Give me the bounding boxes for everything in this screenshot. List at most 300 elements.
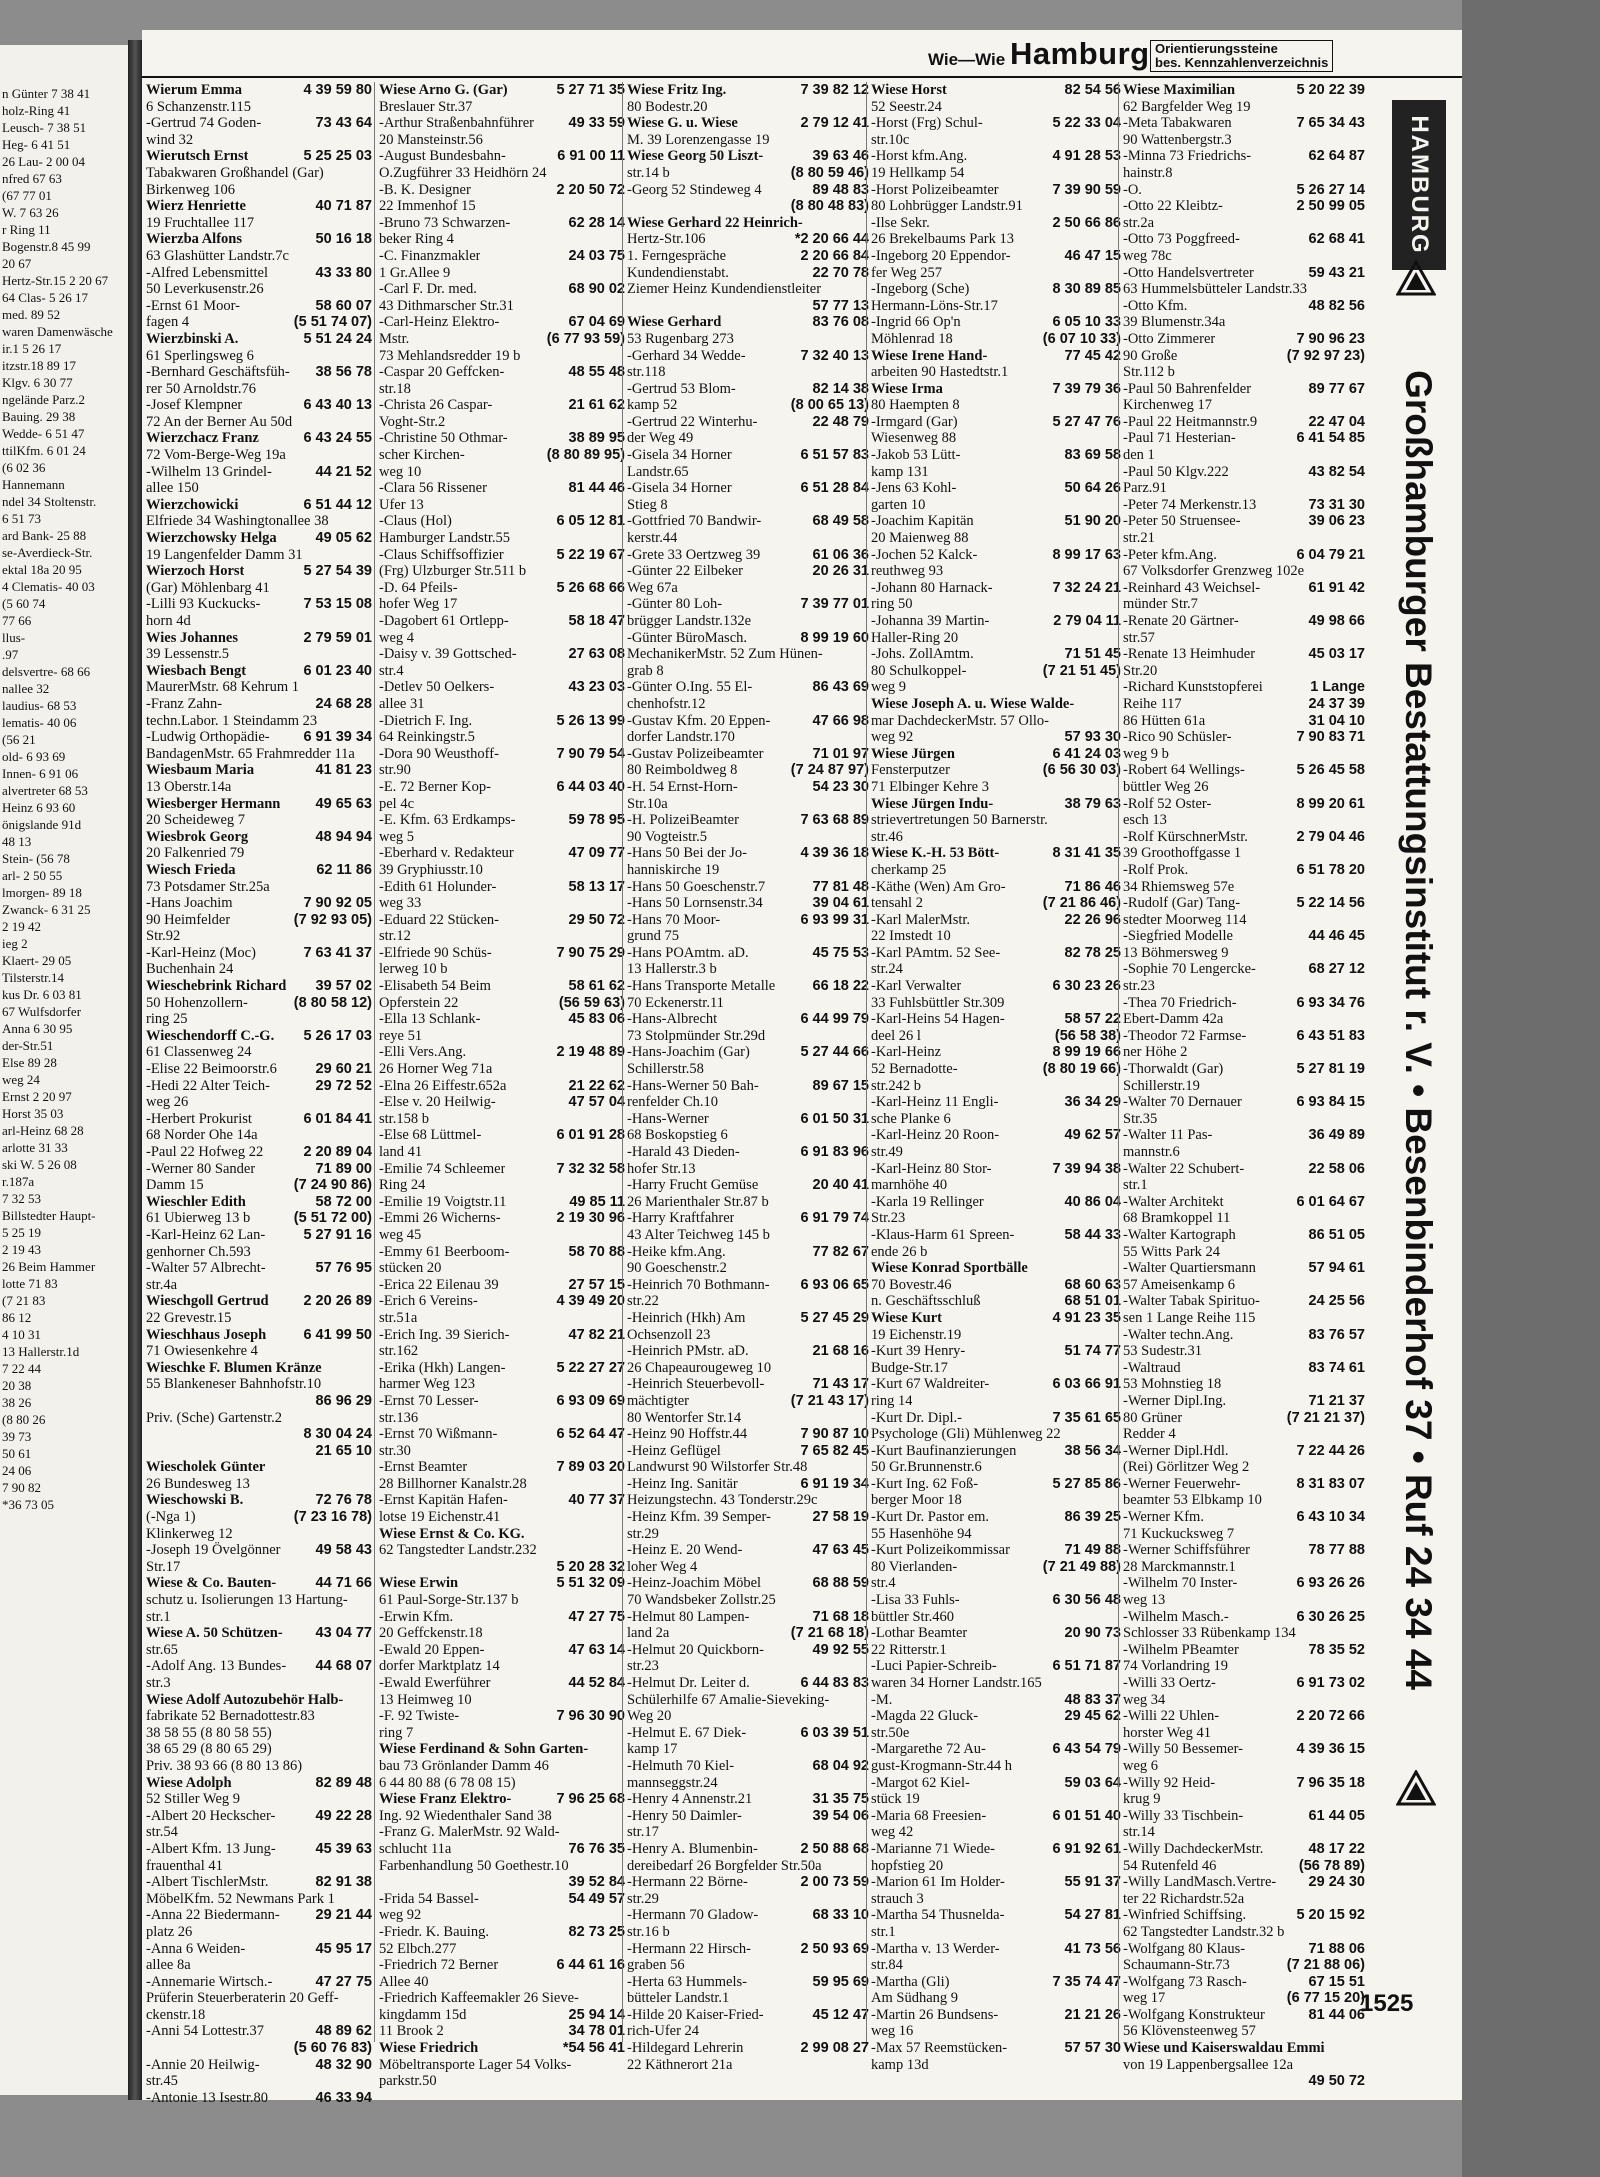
phone-number bbox=[368, 480, 372, 497]
listing-entry bbox=[627, 182, 869, 199]
listing-entry bbox=[871, 995, 1121, 1012]
phone-number: 6 30 23 26 bbox=[1052, 978, 1121, 995]
listing-entry bbox=[1123, 530, 1365, 547]
listing-entry bbox=[1123, 397, 1365, 414]
listing-entry bbox=[1123, 1559, 1365, 1576]
phone-number bbox=[621, 2073, 625, 2090]
listing-entry bbox=[379, 381, 625, 398]
adjacent-page-line: Ernst 2 20 97 bbox=[2, 1089, 72, 1104]
listing-entry-text: 55 Hasenhöhe 94 bbox=[871, 1525, 972, 1542]
listing-entry-text: renfelder Ch.10 bbox=[627, 1094, 718, 1111]
listing-entry bbox=[379, 348, 625, 365]
phone-number: 2 79 12 41 bbox=[800, 115, 869, 132]
adjacent-page-fragment bbox=[0, 45, 128, 2095]
phone-number bbox=[368, 2007, 372, 2024]
listing-entry-text: -Heinz 90 Hoffstr.44 bbox=[627, 1426, 748, 1443]
listing-entry bbox=[627, 1907, 869, 1924]
listing-entry bbox=[1123, 215, 1365, 232]
listing-entry bbox=[1123, 1708, 1365, 1725]
listing-entry bbox=[379, 1393, 625, 1410]
listing-entry-text: -Heinz Kfm. 39 Semper- bbox=[627, 1509, 771, 1526]
phone-number: 45 12 47 bbox=[812, 2006, 869, 2023]
listing-entry-text: -Ernst 61 Moor- bbox=[146, 297, 240, 314]
phone-number: 8 31 41 35 bbox=[1052, 845, 1121, 862]
listing-entry-text: schutz u. Isolierungen 13 Hartung- bbox=[146, 1592, 348, 1609]
listing-entry-text: -Lilli 93 Kuckucks- bbox=[146, 596, 261, 613]
phone-number: 2 50 88 68 bbox=[800, 1840, 869, 1857]
phone-number: 54 23 30 bbox=[812, 778, 869, 795]
listing-entry-text: 68 Boskopstieg 6 bbox=[627, 1127, 728, 1144]
phone-number: 4 39 59 80 bbox=[303, 82, 372, 98]
phone-number: 6 30 56 48 bbox=[1052, 1592, 1121, 1609]
listing-entry bbox=[146, 1011, 372, 1028]
phone-number: 71 68 18 bbox=[812, 1608, 869, 1625]
listing-entry bbox=[379, 1144, 625, 1161]
listing-entry bbox=[627, 198, 869, 215]
listing-entry-text: 22 Käthnerort 21a bbox=[627, 2056, 733, 2073]
phone-number: 8 30 89 85 bbox=[1052, 281, 1121, 298]
phone-number: (7 21 86 46) bbox=[1042, 895, 1121, 912]
listing-entry-text: 13 Heimweg 10 bbox=[379, 1691, 472, 1708]
listing-entry-text: str.2a bbox=[1123, 214, 1155, 231]
listing-entry-text: rich-Ufer 24 bbox=[627, 2023, 700, 2040]
phone-number: 71 89 00 bbox=[315, 1160, 372, 1177]
listing-entry-text: büttler Str.460 bbox=[871, 1608, 954, 1625]
listing-entry-text: 1. Ferngespräche bbox=[627, 247, 727, 264]
listing-entry bbox=[379, 1874, 625, 1891]
phone-number: 39 63 46 bbox=[812, 148, 869, 165]
phone-number: 7 63 41 37 bbox=[303, 944, 372, 961]
listing-entry-text: Wiese Joseph A. u. Wiese Walde- bbox=[871, 695, 1075, 712]
listing-entry bbox=[379, 1277, 625, 1294]
listing-entry-text: str.18 bbox=[379, 380, 411, 397]
phone-number: (5 60 76 83) bbox=[293, 2040, 372, 2057]
phone-number: 7 39 90 59 bbox=[1052, 181, 1121, 198]
listing-entry bbox=[627, 1941, 869, 1958]
phone-number: 6 93 26 26 bbox=[1296, 1575, 1365, 1592]
listing-entry-text: 55 Witts Park 24 bbox=[1123, 1243, 1221, 1260]
listing-entry-text: tensahl 2 bbox=[871, 895, 923, 912]
adjacent-page-line: r.187a bbox=[2, 1174, 35, 1189]
listing-entry-text: Wiese Horst bbox=[871, 82, 947, 98]
listing-entry-text: der Weg 49 bbox=[627, 430, 694, 447]
listing-entry bbox=[627, 630, 869, 647]
listing-entry-text: Ing. 92 Wiedenthaler Sand 38 bbox=[379, 1807, 552, 1824]
listing-entry-text: lotse 19 Eichenstr.41 bbox=[379, 1509, 501, 1526]
phone-number bbox=[368, 1758, 372, 1775]
listing-entry-text: -Rico 90 Schüsler- bbox=[1123, 729, 1232, 746]
listing-entry-text: -Carl F. Dr. med. bbox=[379, 281, 477, 298]
listing-entry bbox=[379, 298, 625, 315]
listing-entry-text: 90 Goeschenstr.2 bbox=[627, 1260, 727, 1277]
adjacent-page-line: Stein- (56 78 bbox=[2, 851, 70, 866]
listing-entry-text: weg 9 b bbox=[1123, 745, 1169, 762]
listing-entry-text: -Bruno 73 Schwarzen- bbox=[379, 214, 511, 231]
listing-entry bbox=[379, 1194, 625, 1211]
phone-number: 78 77 88 bbox=[1308, 1542, 1365, 1559]
listing-entry-text: bütteler Landstr.1 bbox=[627, 1990, 730, 2007]
listing-entry bbox=[1123, 281, 1365, 298]
phone-number: 29 50 72 bbox=[568, 911, 625, 928]
listing-entry bbox=[379, 1609, 625, 1626]
listing-entry-text: ring 50 bbox=[871, 596, 913, 613]
phone-number bbox=[368, 348, 372, 365]
adjacent-page-line: lmorgen- 89 18 bbox=[2, 885, 82, 900]
phone-number: 5 20 22 39 bbox=[1296, 82, 1365, 98]
phone-number: (6 77 93 59) bbox=[546, 330, 625, 347]
phone-number: 59 78 95 bbox=[568, 812, 625, 829]
listing-entry-text: 61 Ubierweg 13 b bbox=[146, 1210, 251, 1227]
listing-entry-text: den 1 bbox=[1123, 447, 1155, 464]
listing-entry-text: weg 92 bbox=[871, 729, 914, 746]
listing-entry-text: marnhöhe 40 bbox=[871, 1177, 948, 1194]
listing-entry bbox=[146, 1841, 372, 1858]
listing-entry-text: Am Südhang 9 bbox=[871, 1990, 958, 2007]
listing-entry-text: str.24 bbox=[871, 961, 903, 978]
phone-number: 5 25 25 03 bbox=[303, 148, 372, 165]
listing-entry-text: Str.92 bbox=[146, 928, 181, 945]
listing-entry bbox=[627, 1841, 869, 1858]
phone-number: 5 51 24 24 bbox=[303, 330, 372, 347]
phone-number: 31 35 75 bbox=[812, 1791, 869, 1808]
listing-entry bbox=[871, 1941, 1121, 1958]
listing-entry-text: -Herbert Prokurist bbox=[146, 1110, 252, 1127]
phone-number: 49 50 72 bbox=[1308, 2073, 1365, 2090]
phone-number: 68 60 63 bbox=[1064, 1276, 1121, 1293]
listing-entry bbox=[379, 1559, 625, 1576]
listing-entry-text: Str.112 b bbox=[1123, 364, 1175, 381]
adjacent-page-line: nallee 32 bbox=[2, 681, 50, 696]
listing-entry-head bbox=[146, 1625, 372, 1642]
listing-entry bbox=[146, 1244, 372, 1261]
listing-entry-text: -Hans-Werner bbox=[627, 1110, 709, 1127]
listing-entry bbox=[871, 1426, 1121, 1443]
listing-entry bbox=[1123, 912, 1365, 929]
listing-entry-head bbox=[627, 148, 869, 165]
listing-entry-text: -Karl PAmtm. 52 See- bbox=[871, 944, 1001, 961]
listing-entry-text: -Heike kfm.Ang. bbox=[627, 1243, 726, 1260]
listing-entry bbox=[146, 281, 372, 298]
listing-entry-text: Wieschowski B. bbox=[146, 1492, 244, 1509]
listing-entry-text: 90 Heimfelder bbox=[146, 911, 231, 928]
listing-entry bbox=[871, 1443, 1121, 1460]
phone-number: (8 80 89 95) bbox=[546, 447, 625, 464]
listing-entry-text: 28 Marckmannstr.1 bbox=[1123, 1558, 1236, 1575]
listing-entry-text: -Käthe (Wen) Am Gro- bbox=[871, 878, 1006, 895]
adjacent-page-line: Zwanck- 6 31 25 bbox=[2, 902, 91, 917]
listing-entry-text: -Rolf Prok. bbox=[1123, 861, 1189, 878]
listing-entry-text: -Ernst Kapitän Hafen- bbox=[379, 1492, 508, 1509]
phone-number: 6 44 03 40 bbox=[556, 778, 625, 795]
listing-entry bbox=[871, 1858, 1121, 1875]
listing-entry bbox=[146, 1177, 372, 1194]
listing-entry-text: 38 58 55 (8 80 58 55) bbox=[146, 1724, 272, 1741]
phone-number: 5 27 47 76 bbox=[1052, 413, 1121, 430]
page-number: 1525 bbox=[1360, 1990, 1414, 2017]
listing-entry-text: Wiese & Co. Bauten- bbox=[146, 1575, 277, 1592]
listing-entry-text: 80 Lohbrügger Landstr.91 bbox=[871, 198, 1023, 215]
adjacent-page-line: 50 61 bbox=[2, 1446, 32, 1461]
listing-entry bbox=[146, 1393, 372, 1410]
adjacent-page-line: 64 Clas- 5 26 17 bbox=[2, 290, 88, 305]
listing-entry bbox=[871, 99, 1121, 116]
listing-entry bbox=[627, 978, 869, 995]
phone-number: (56 78 89) bbox=[1298, 1857, 1365, 1874]
listing-entry bbox=[146, 397, 372, 414]
listing-entry bbox=[627, 331, 869, 348]
listing-entry-text: -Heinrich 70 Bothmann- bbox=[627, 1276, 770, 1293]
listing-entry-text: von 19 Lappenbergsallee 12a bbox=[1123, 2056, 1294, 2073]
phone-number: 89 48 83 bbox=[812, 181, 869, 198]
listing-entry bbox=[379, 1492, 625, 1509]
phone-number: 6 30 26 25 bbox=[1296, 1608, 1365, 1625]
listing-entry-text: 61 Sperlingsweg 6 bbox=[146, 347, 254, 364]
header-name-range: Wie—Wie bbox=[928, 50, 1006, 69]
listing-entry bbox=[379, 1459, 625, 1476]
listing-entry-text: 53 Sudestr.31 bbox=[1123, 1343, 1202, 1360]
adjacent-page-line: delsvertre- 68 66 bbox=[2, 664, 91, 679]
listing-entry-text: Wiese Jürgen Indu- bbox=[871, 795, 994, 812]
listing-entry bbox=[871, 630, 1121, 647]
phone-number bbox=[368, 1957, 372, 1974]
adjacent-page-line: n Günter 7 38 41 bbox=[2, 86, 91, 101]
listing-entry bbox=[1123, 1177, 1365, 1194]
listing-entry-text: Haller-Ring 20 bbox=[871, 629, 959, 646]
listing-entry bbox=[1123, 1526, 1365, 1543]
listing-entry bbox=[1123, 895, 1365, 912]
phone-number: 44 46 45 bbox=[1308, 928, 1365, 945]
listing-entry bbox=[627, 1393, 869, 1410]
listing-entry bbox=[379, 198, 625, 215]
listing-entry-text: 39 Lessenstr.5 bbox=[146, 646, 229, 663]
listing-entry-text: 39 Gryphiusstr.10 bbox=[379, 861, 483, 878]
listing-entry-text: 43 Alter Teichweg 145 b bbox=[627, 1226, 770, 1243]
listing-entry-text: str.3 bbox=[146, 1675, 171, 1691]
listing-entry bbox=[871, 298, 1121, 315]
listing-entry-text: -Hans-Joachim (Gar) bbox=[627, 1044, 750, 1061]
listing-entry bbox=[146, 1526, 372, 1543]
listing-entry-text: -Walter techn.Ang. bbox=[1123, 1326, 1234, 1343]
listing-entry bbox=[1123, 1227, 1365, 1244]
listing-entry bbox=[627, 1028, 869, 1045]
listing-entry-text: -Otto 73 Poggfreed- bbox=[1123, 231, 1240, 248]
listing-entry bbox=[627, 298, 869, 315]
phone-number: 24 03 75 bbox=[568, 247, 625, 264]
listing-entry-text: stück 19 bbox=[871, 1791, 920, 1808]
listing-entry-head bbox=[627, 82, 869, 99]
adjacent-page-line: arlotte 31 33 bbox=[2, 1140, 68, 1155]
side-advertisement bbox=[1388, 305, 1448, 1755]
listing-entry bbox=[627, 1260, 869, 1277]
listing-entry bbox=[146, 2057, 372, 2074]
listing-entry bbox=[1123, 1459, 1365, 1476]
phone-number: 7 39 94 38 bbox=[1052, 1160, 1121, 1177]
listing-entry-text: rer 50 Arnoldstr.76 bbox=[146, 380, 256, 397]
listing-entry bbox=[379, 547, 625, 564]
listing-entry bbox=[379, 1542, 625, 1559]
phone-number: 7 90 75 29 bbox=[556, 944, 625, 961]
listing-entry bbox=[871, 215, 1121, 232]
listing-entry-text: weg 13 bbox=[1123, 1592, 1166, 1609]
listing-entry-head bbox=[146, 530, 372, 547]
listing-entry bbox=[379, 1443, 625, 1460]
listing-entry-text: Voght-Str.2 bbox=[379, 413, 446, 430]
listing-entry-text: dorfer Landstr.170 bbox=[627, 729, 735, 746]
listing-entry bbox=[627, 1443, 869, 1460]
listing-entry bbox=[379, 812, 625, 829]
listing-entry-text: Wieschgoll Gertrud bbox=[146, 1293, 269, 1310]
listing-entry bbox=[871, 2040, 1121, 2057]
listing-entry-text: hofer Weg 17 bbox=[379, 596, 458, 613]
listing-entry bbox=[871, 497, 1121, 514]
phone-number: 86 43 69 bbox=[812, 679, 869, 696]
triangle-logo-icon bbox=[1396, 260, 1436, 296]
listing-entry bbox=[1123, 1028, 1365, 1045]
phone-number: 36 34 29 bbox=[1064, 1094, 1121, 1111]
listing-entry-text: Wiese Georg 50 Liszt- bbox=[627, 148, 764, 165]
listing-entry-text: weg 26 bbox=[146, 1094, 189, 1111]
listing-entry-text: -Friedrich Kaffeemakler 26 Sieve- bbox=[379, 1990, 579, 2007]
phone-number: (7 24 90 86) bbox=[293, 1177, 372, 1194]
listing-entry bbox=[1123, 231, 1365, 248]
listing-entry bbox=[627, 1741, 869, 1758]
listing-entry-text: -Dagobert 61 Ortlepp- bbox=[379, 613, 509, 629]
listing-entry-text: -Ernst 70 Lesser- bbox=[379, 1392, 479, 1409]
phone-number: (8 80 19 66) bbox=[1042, 1061, 1121, 1078]
adjacent-page-line: (56 21 bbox=[2, 732, 36, 747]
listing-entry bbox=[379, 696, 625, 713]
listing-entry-text: arbeiten 90 Hastedtstr.1 bbox=[871, 364, 1009, 381]
listing-entry-text: 13 Hallerstr.3 b bbox=[627, 961, 717, 978]
listing-entry bbox=[379, 928, 625, 945]
listing-entry-text: Wiesbach Bengt bbox=[146, 662, 247, 679]
phone-number bbox=[368, 1343, 372, 1360]
phone-number: 6 93 06 65 bbox=[800, 1276, 869, 1293]
listing-entry bbox=[379, 912, 625, 929]
listing-entry-text: Wiese und Kaiserswaldau Emmi bbox=[1123, 2040, 1325, 2057]
listing-entry-text: -Wilhelm Masch.- bbox=[1123, 1608, 1229, 1625]
listing-entry-text: 80 Grüner bbox=[1123, 1409, 1183, 1426]
book-gutter bbox=[128, 40, 142, 2100]
listing-entry-text: Schülerhilfe 67 Amalie-Sieveking- bbox=[627, 1691, 830, 1708]
listing-entry bbox=[871, 1609, 1121, 1626]
listing-entry-text: str.16 b bbox=[627, 1923, 670, 1940]
listing-entry-text: -Antonie 13 Isestr.80 bbox=[146, 2089, 269, 2106]
phone-number: 7 90 83 71 bbox=[1296, 729, 1365, 746]
phone-number: 6 44 83 83 bbox=[800, 1675, 869, 1691]
phone-number bbox=[368, 679, 372, 696]
listing-entry bbox=[627, 945, 869, 962]
phone-number: (6 07 10 33) bbox=[1042, 330, 1121, 347]
listing-entry-text: Wierzchacz Franz bbox=[146, 430, 259, 447]
listing-entry-text: -August Bundesbahn- bbox=[379, 148, 506, 165]
listing-entry bbox=[379, 646, 625, 663]
adjacent-page-line: holz-Ring 41 bbox=[2, 103, 71, 118]
listing-entry bbox=[627, 1990, 869, 2007]
listing-entry bbox=[146, 1957, 372, 1974]
listing-entry bbox=[627, 1177, 869, 1194]
listing-entry-head bbox=[146, 430, 372, 447]
phone-number bbox=[368, 961, 372, 978]
adjacent-page-line: ttilKfm. 6 01 24 bbox=[2, 443, 86, 458]
listing-entry bbox=[627, 1824, 869, 1841]
adjacent-page-line: 2 19 42 bbox=[2, 919, 41, 934]
phone-number: 4 91 23 35 bbox=[1052, 1309, 1121, 1326]
listing-entry bbox=[1123, 1127, 1365, 1144]
listing-entry-text: -Hans-Albrecht bbox=[627, 1011, 718, 1028]
listing-entry-text: BandagenMstr. 65 Frahmredder 11a bbox=[146, 745, 355, 762]
listing-entry-text: wind 32 bbox=[146, 131, 194, 148]
phone-number: *2 20 66 44 bbox=[794, 231, 869, 248]
listing-entry bbox=[379, 1891, 625, 1908]
listing-entry bbox=[627, 1592, 869, 1609]
listing-entry bbox=[871, 1293, 1121, 1310]
listing-entry-text: 1 Gr.Allee 9 bbox=[379, 264, 451, 281]
listing-entry bbox=[146, 1924, 372, 1941]
listing-entry-text: -Walter 11 Pas- bbox=[1123, 1127, 1213, 1144]
listing-entry-text: -Karl-Heinz 80 Stor- bbox=[871, 1160, 992, 1177]
phone-number: 39 54 06 bbox=[812, 1807, 869, 1824]
listing-entry bbox=[1123, 1161, 1365, 1178]
listing-entry bbox=[379, 480, 625, 497]
listing-entry bbox=[871, 1011, 1121, 1028]
phone-number: 72 76 78 bbox=[315, 1492, 372, 1509]
triangle-logo-icon bbox=[1396, 1770, 1436, 1806]
phone-number bbox=[368, 1127, 372, 1144]
listing-entry bbox=[871, 1393, 1121, 1410]
adjacent-page-line: önigslande 91d bbox=[2, 817, 82, 832]
listing-entry-text: -Willy 92 Heid- bbox=[1123, 1774, 1216, 1791]
listing-entry bbox=[871, 1957, 1121, 1974]
listing-entry bbox=[146, 381, 372, 398]
listing-column bbox=[146, 82, 372, 2106]
listing-entry bbox=[379, 1376, 625, 1393]
listing-entry-text: -Arthur Straßenbahnführer bbox=[379, 115, 535, 132]
listing-entry-text: str.65 bbox=[146, 1641, 178, 1658]
listing-entry-text: -Otto Kfm. bbox=[1123, 297, 1188, 314]
listing-entry-text: weg 42 bbox=[871, 1824, 914, 1841]
listing-entry bbox=[1123, 746, 1365, 763]
listing-entry bbox=[146, 447, 372, 464]
adjacent-page-line: Hertz-Str.15 2 20 67 bbox=[2, 273, 109, 288]
listing-entry-text: -Helmut 20 Quickborn- bbox=[627, 1641, 764, 1658]
phone-number: 5 27 71 35 bbox=[556, 82, 625, 98]
listing-entry bbox=[146, 1824, 372, 1841]
phone-number: 5 26 68 66 bbox=[556, 579, 625, 596]
listing-entry-text: str.10c bbox=[871, 131, 910, 148]
phone-number bbox=[368, 281, 372, 298]
listing-entry-text: str.46 bbox=[871, 828, 903, 845]
phone-number: (6 77 15 20) bbox=[1286, 1990, 1365, 2007]
phone-number: 57 94 61 bbox=[1308, 1260, 1365, 1277]
phone-number: 77 45 42 bbox=[1064, 347, 1121, 364]
listing-entry bbox=[146, 2073, 372, 2090]
listing-entry bbox=[627, 547, 869, 564]
listing-entry-text: -Karl-Heinz 11 Engli- bbox=[871, 1094, 999, 1111]
phone-number: 2 79 04 11 bbox=[1053, 613, 1121, 629]
listing-entry-text: weg 5 bbox=[379, 828, 415, 845]
listing-entry-text: -Albert Kfm. 13 Jung- bbox=[146, 1840, 276, 1857]
listing-entry-text: Wiese Irma bbox=[871, 380, 943, 397]
listing-entry-text: 19 Hellkamp 54 bbox=[871, 164, 965, 181]
phone-number: 39 06 23 bbox=[1308, 513, 1365, 530]
adjacent-page-line: (6 02 36 bbox=[2, 460, 46, 475]
listing-entry bbox=[1123, 1376, 1365, 1393]
listing-entry-text: 6 Schanzenstr.115 bbox=[146, 98, 251, 115]
listing-entry-head bbox=[146, 231, 372, 248]
adjacent-page-line: med. 89 52 bbox=[2, 307, 61, 322]
phone-number: 47 66 98 bbox=[812, 712, 869, 729]
